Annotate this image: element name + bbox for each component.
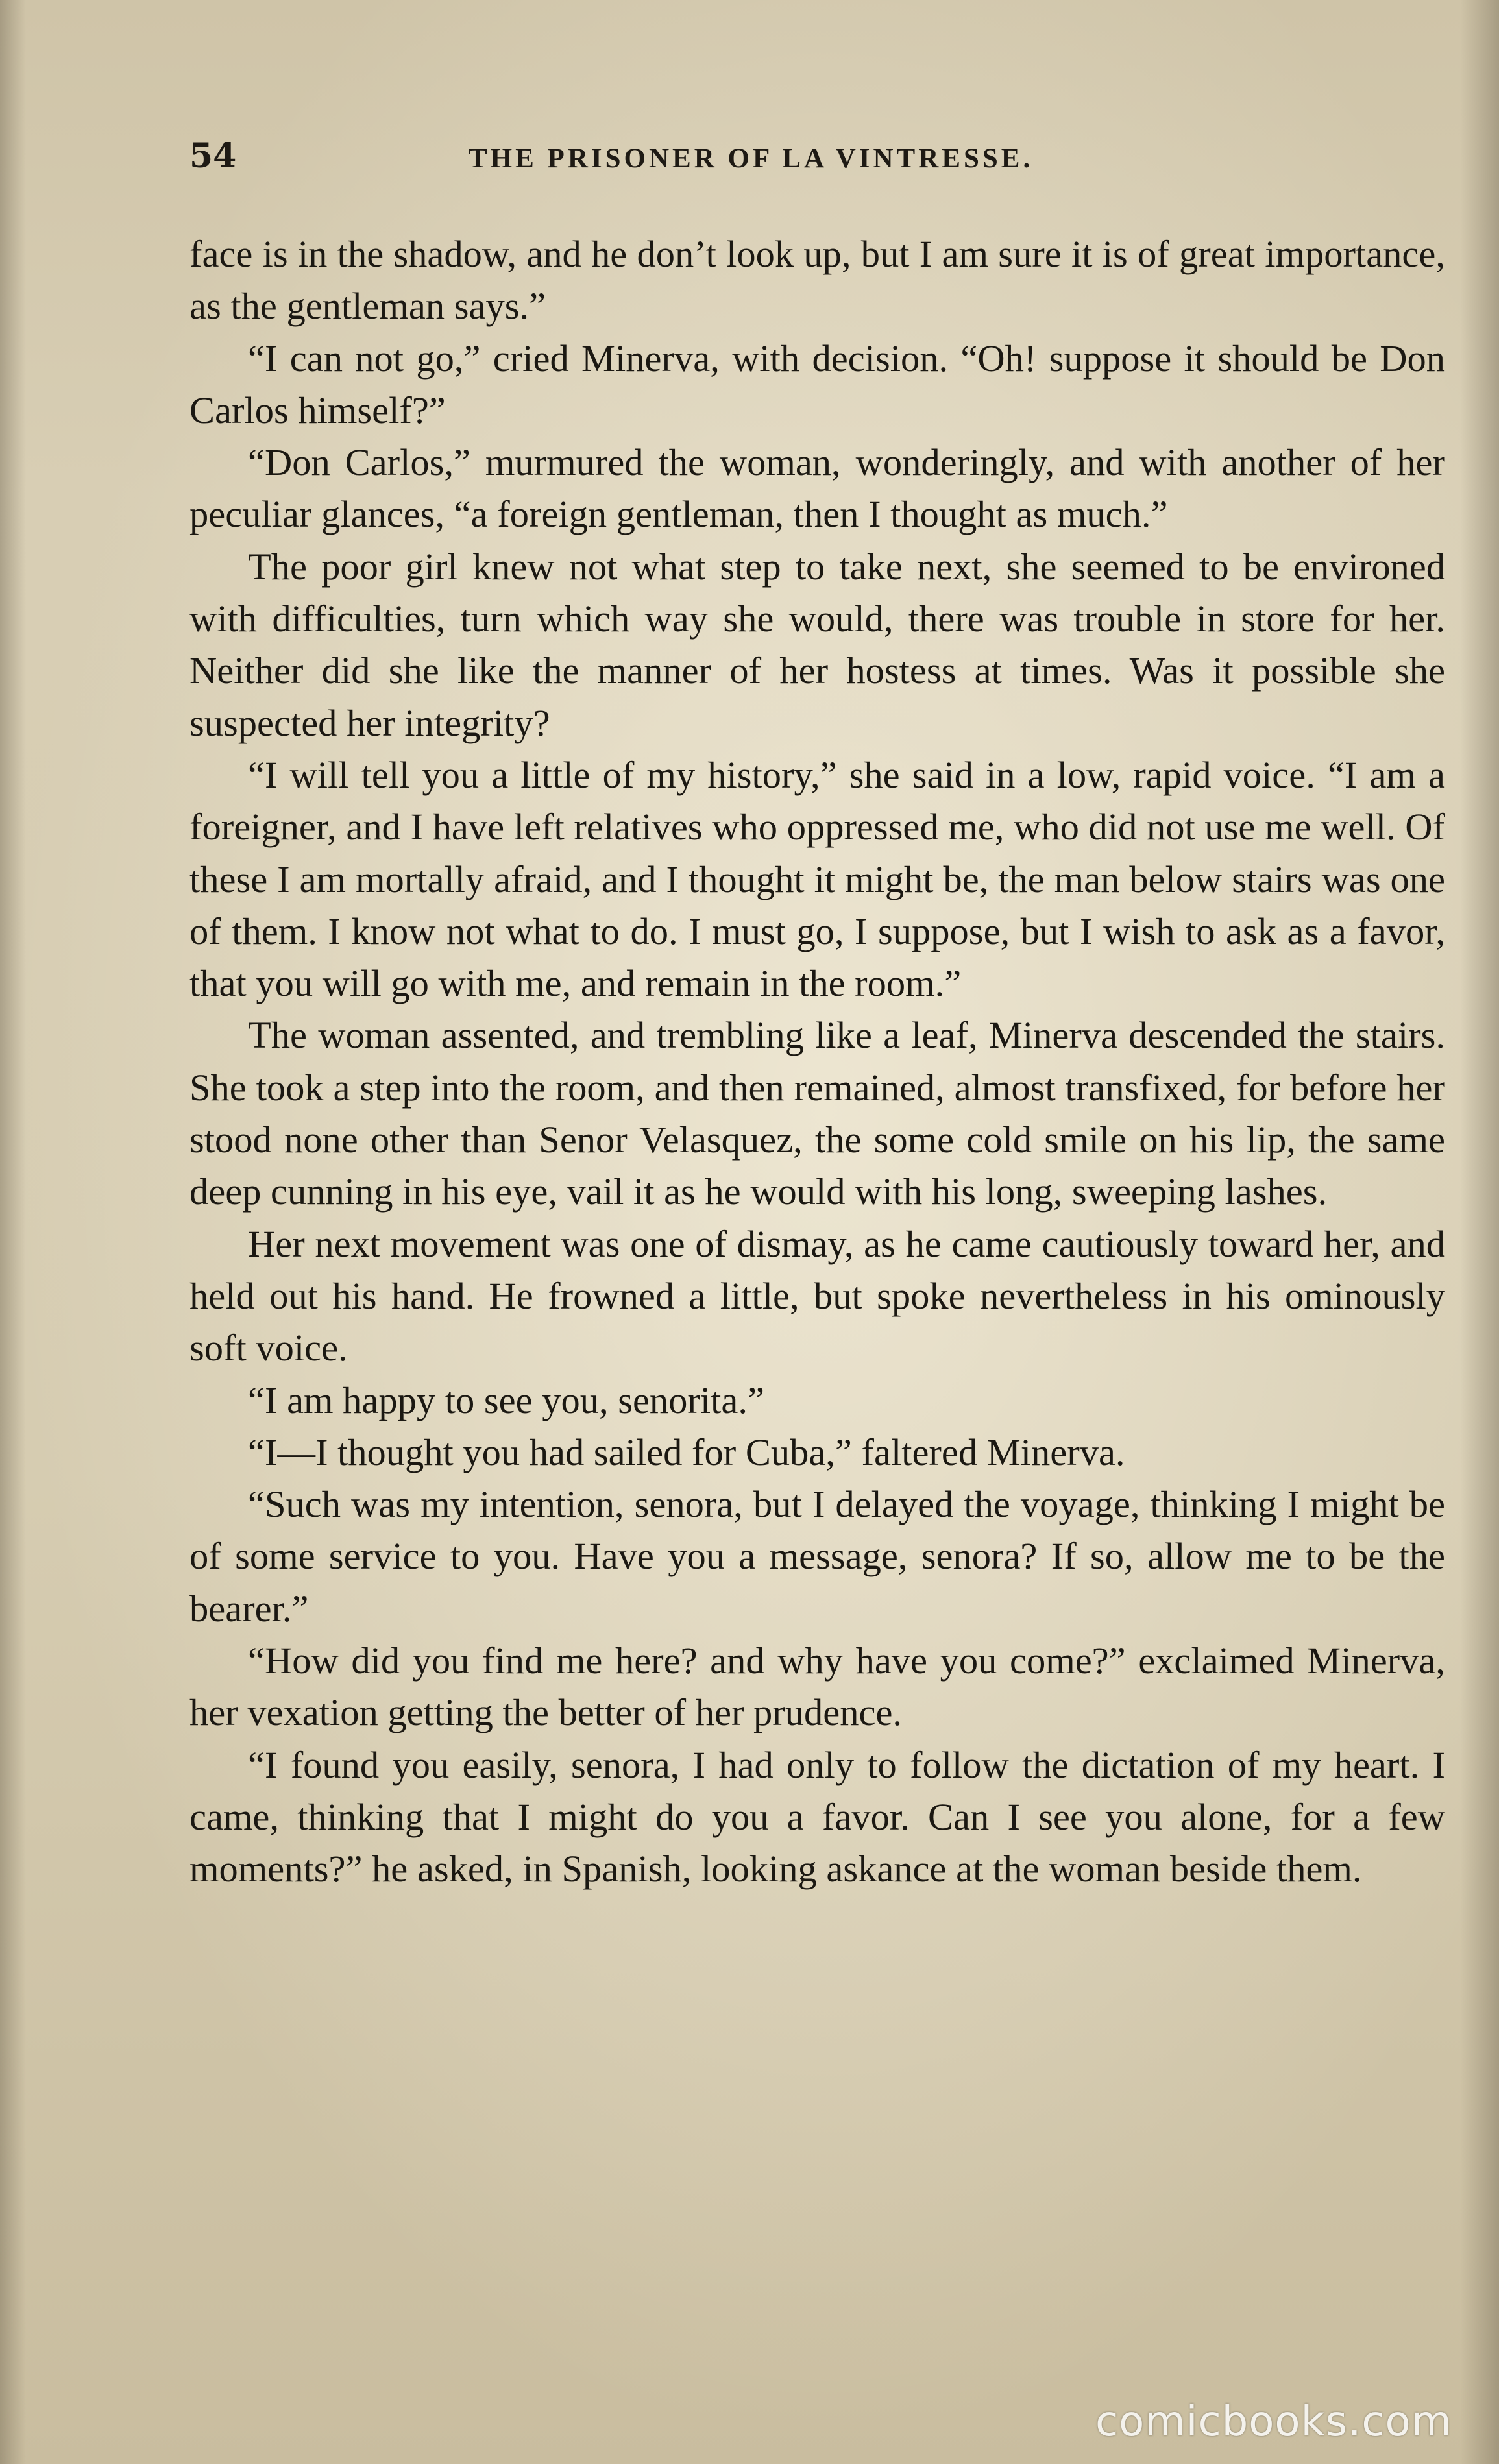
paragraph-6: The woman assented, and trembling like a leaf, Minerva descended the stairs. She took a step into the room, and then remained, almost transfixed, for before her stood none other than Senor Velasquez, the some cold smile on his lip, the same deep cunning in his eye, vail it as he would with his long, sweeping lashes. bbox=[189, 1014, 1445, 1213]
paragraph-1: face is in the shadow, and he don’t look up, but I am sure it is of great importance, as the gentleman says.” bbox=[189, 233, 1445, 328]
paragraph-7: Her next movement was one of dismay, as he came cautiously toward her, and held out his hand. He frowned a little, but spoke nevertheless in his ominously soft voice. bbox=[189, 1222, 1445, 1370]
paragraph-10: “Such was my intention, senora, but I delayed the voyage, thinking I might be of some service to you. Have you a message, senora? If so, allow me to be the bearer.” bbox=[189, 1483, 1445, 1630]
paragraph-3: “Don Carlos,” murmured the woman, wonderingly, and with another of her peculiar glances, “a foreign gentleman, then I thought as much.” bbox=[189, 441, 1445, 536]
paragraph-8: “I am happy to see you, senorita.” bbox=[248, 1379, 764, 1421]
paragraph-5: “I will tell you a little of my history,” she said in a low, rapid voice. “I am a foreigner, and I have left relatives who oppressed me, who did not use me well. Of these I am mortally afraid, and I thought it might be, the man below stairs was one of them. I know not what to do. I must go, I suppose, but I wish to ask as a favor, that you will go with me, and remain in the room.” bbox=[189, 753, 1445, 1005]
paragraph-11: “How did you find me here? and why have you come?” exclaimed Minerva, her vexation getting the better of her prudence. bbox=[189, 1639, 1445, 1734]
watermark: comicbooks.com bbox=[1095, 2398, 1452, 2446]
paragraph-2: “I can not go,” cried Minerva, with decision. “Oh! suppose it should be Don Carlos himself?” bbox=[189, 337, 1445, 431]
page-shadow-left bbox=[0, 0, 26, 2464]
paragraph-12: “I found you easily, senora, I had only to follow the dictation of my heart. I came, thinking that I might do you a favor. Can I see you alone, for a few moments?” he asked, in Spanish, looking askance at the woman beside them. bbox=[189, 1743, 1445, 1890]
running-head: THE PRISONER OF LA VINTRESSE. bbox=[469, 143, 1034, 174]
paragraph-9: “I—I thought you had sailed for Cuba,” faltered Minerva. bbox=[248, 1431, 1125, 1473]
page-number: 54 bbox=[189, 136, 237, 176]
page-header bbox=[189, 136, 1442, 175]
page-shadow-right bbox=[1460, 0, 1499, 2464]
paragraph-4: The poor girl knew not what step to take next, she seemed to be environed with difficulties, turn which way she would, there was trouble in store for her. Neither did she like the manner of her hostess at times. Was it possible she suspected her integrity? bbox=[189, 545, 1445, 744]
body-text bbox=[189, 228, 1445, 1896]
